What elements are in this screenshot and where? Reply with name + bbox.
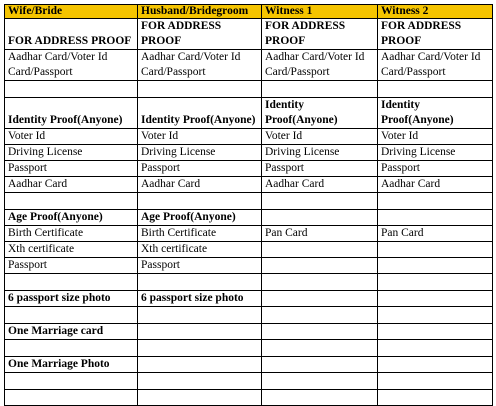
table-row: [5, 274, 493, 291]
cell-husband-bridegroom: [138, 193, 262, 210]
cell-witness-2: [378, 373, 493, 390]
cell-witness-2: [378, 258, 493, 274]
cell-wife-bride: Xth certificate: [5, 242, 138, 258]
cell-husband-bridegroom: Xth certificate: [138, 242, 262, 258]
cell-husband-bridegroom: 6 passport size photo: [138, 291, 262, 307]
cell-witness-1: [262, 390, 378, 406]
cell-husband-bridegroom: Passport: [138, 161, 262, 177]
cell-witness-2: [378, 274, 493, 291]
cell-husband-bridegroom: [138, 357, 262, 373]
table-row: [5, 226, 493, 242]
table-row: [5, 357, 493, 373]
cell-husband-bridegroom: Birth Certificate: [138, 226, 262, 242]
cell-husband-bridegroom: Identity Proof(Anyone): [138, 98, 262, 129]
table-row: [5, 242, 493, 258]
cell-witness-2: [378, 291, 493, 307]
cell-witness-1: Identity Proof(Anyone): [262, 98, 378, 129]
cell-witness-2: Driving License: [378, 145, 493, 161]
cell-witness-1: Driving License: [262, 145, 378, 161]
cell-witness-2: [378, 390, 493, 406]
cell-wife-bride: Birth Certificate: [5, 226, 138, 242]
cell-wife-bride: Age Proof(Anyone): [5, 210, 138, 226]
cell-husband-bridegroom: Passport: [138, 258, 262, 274]
cell-witness-1: Voter Id: [262, 129, 378, 145]
cell-husband-bridegroom: [138, 81, 262, 98]
cell-husband-bridegroom: [138, 340, 262, 357]
header-wife-bride: Wife/Bride: [5, 5, 138, 19]
cell-wife-bride: [5, 274, 138, 291]
cell-witness-2: [378, 324, 493, 340]
cell-husband-bridegroom: [138, 307, 262, 324]
header-witness-1: Witness 1: [262, 5, 378, 19]
cell-witness-1: [262, 258, 378, 274]
cell-witness-2: [378, 307, 493, 324]
table-row: [5, 177, 493, 193]
cell-husband-bridegroom: [138, 324, 262, 340]
cell-witness-2: Pan Card: [378, 226, 493, 242]
table-row: [5, 324, 493, 340]
header-husband-bridegroom: Husband/Bridegroom: [138, 5, 262, 19]
table-row: [5, 129, 493, 145]
cell-witness-1: FOR ADDRESS PROOF: [262, 19, 378, 50]
table-row: [5, 258, 493, 274]
cell-witness-1: Aadhar Card: [262, 177, 378, 193]
cell-witness-2: FOR ADDRESS PROOF: [378, 19, 493, 50]
cell-witness-1: [262, 81, 378, 98]
cell-wife-bride: Voter Id: [5, 129, 138, 145]
cell-witness-2: [378, 340, 493, 357]
cell-wife-bride: Passport: [5, 161, 138, 177]
table-body: [5, 19, 493, 406]
table-row: [5, 210, 493, 226]
cell-witness-2: [378, 193, 493, 210]
cell-wife-bride: [5, 340, 138, 357]
cell-wife-bride: 6 passport size photo: [5, 291, 138, 307]
table-row: [5, 50, 493, 81]
header-witness-2: Witness 2: [378, 5, 493, 19]
cell-witness-1: [262, 357, 378, 373]
cell-wife-bride: Aadhar Card/Voter Id Card/Passport: [5, 50, 138, 81]
cell-wife-bride: [5, 390, 138, 406]
table-row: [5, 98, 493, 129]
cell-wife-bride: Aadhar Card: [5, 177, 138, 193]
table-row: [5, 19, 493, 50]
cell-witness-1: [262, 274, 378, 291]
cell-witness-1: [262, 307, 378, 324]
cell-witness-2: Voter Id: [378, 129, 493, 145]
table-row: [5, 145, 493, 161]
header-row: [5, 5, 493, 19]
cell-witness-1: [262, 373, 378, 390]
cell-witness-2: [378, 81, 493, 98]
cell-husband-bridegroom: FOR ADDRESS PROOF: [138, 19, 262, 50]
cell-husband-bridegroom: [138, 390, 262, 406]
cell-husband-bridegroom: Age Proof(Anyone): [138, 210, 262, 226]
table-row: [5, 390, 493, 406]
cell-wife-bride: One Marriage card: [5, 324, 138, 340]
cell-wife-bride: [5, 373, 138, 390]
cell-witness-2: [378, 210, 493, 226]
cell-wife-bride: One Marriage Photo: [5, 357, 138, 373]
cell-witness-1: Aadhar Card/Voter Id Card/Passport: [262, 50, 378, 81]
cell-wife-bride: FOR ADDRESS PROOF: [5, 19, 138, 50]
cell-witness-1: [262, 340, 378, 357]
cell-witness-2: Aadhar Card/Voter Id Card/Passport: [378, 50, 493, 81]
cell-witness-2: Identity Proof(Anyone): [378, 98, 493, 129]
cell-husband-bridegroom: [138, 274, 262, 291]
cell-wife-bride: Identity Proof(Anyone): [5, 98, 138, 129]
cell-witness-1: [262, 210, 378, 226]
table-row: [5, 307, 493, 324]
cell-witness-1: Pan Card: [262, 226, 378, 242]
table-row: [5, 291, 493, 307]
table-row: [5, 340, 493, 357]
cell-witness-2: Passport: [378, 161, 493, 177]
cell-witness-1: [262, 324, 378, 340]
table-row: [5, 373, 493, 390]
table-row: [5, 81, 493, 98]
cell-witness-2: Aadhar Card: [378, 177, 493, 193]
cell-husband-bridegroom: Aadhar Card: [138, 177, 262, 193]
table-row: [5, 161, 493, 177]
table-row: [5, 193, 493, 210]
cell-husband-bridegroom: Voter Id: [138, 129, 262, 145]
cell-witness-2: [378, 242, 493, 258]
cell-wife-bride: [5, 307, 138, 324]
documents-table: [4, 4, 493, 406]
cell-husband-bridegroom: [138, 373, 262, 390]
table-header: [5, 5, 493, 19]
cell-witness-1: Passport: [262, 161, 378, 177]
cell-witness-1: [262, 291, 378, 307]
cell-wife-bride: Driving License: [5, 145, 138, 161]
cell-witness-2: [378, 357, 493, 373]
cell-witness-1: [262, 242, 378, 258]
cell-wife-bride: Passport: [5, 258, 138, 274]
cell-wife-bride: [5, 81, 138, 98]
cell-husband-bridegroom: Driving License: [138, 145, 262, 161]
cell-husband-bridegroom: Aadhar Card/Voter Id Card/Passport: [138, 50, 262, 81]
cell-wife-bride: [5, 193, 138, 210]
cell-witness-1: [262, 193, 378, 210]
